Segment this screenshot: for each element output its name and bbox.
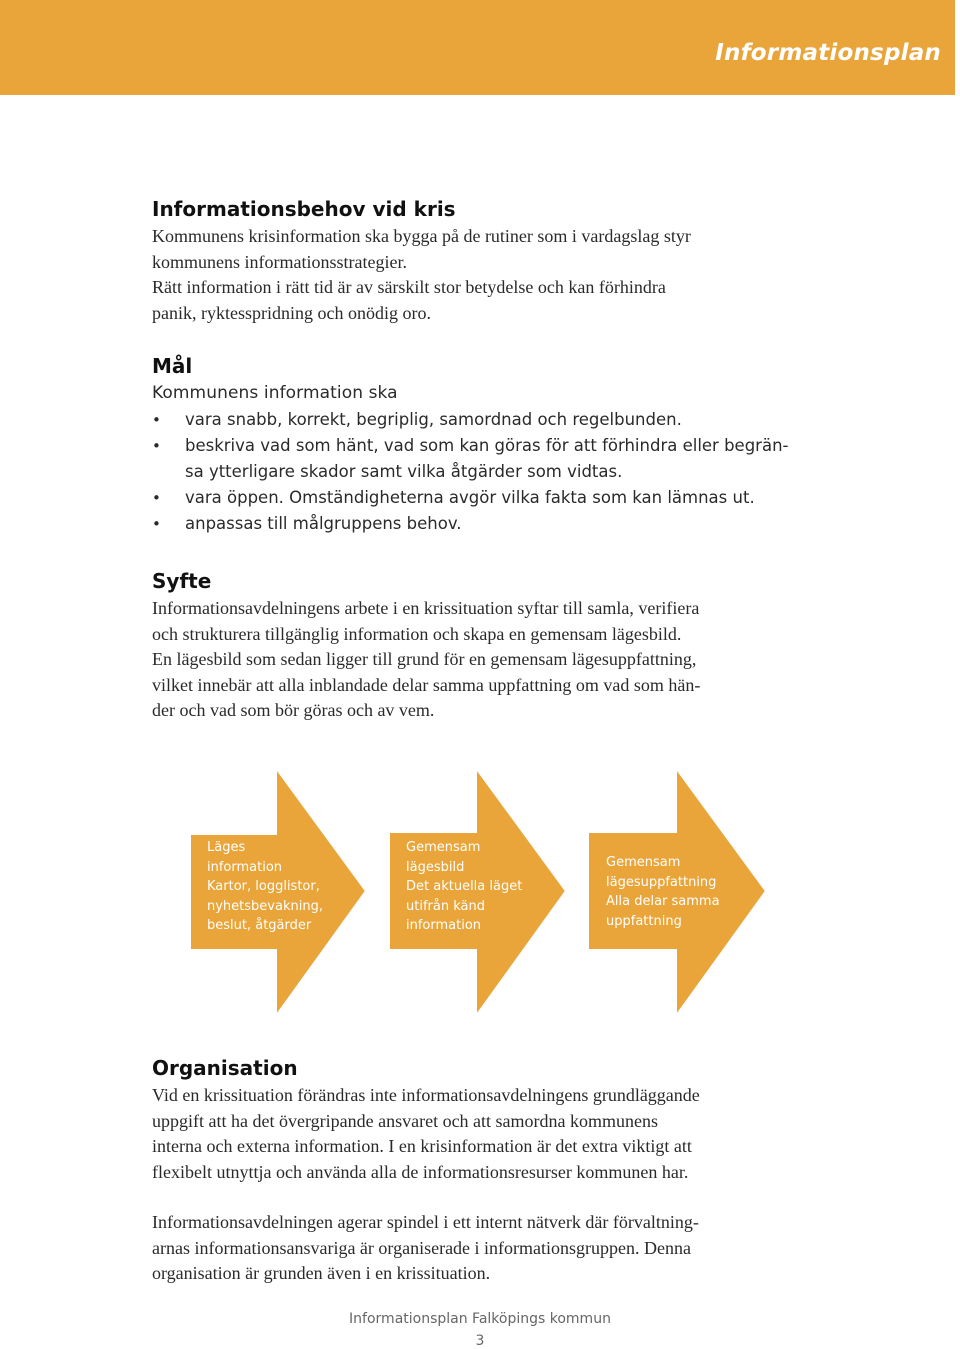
text-line: Informationsavdelningens arbete i en krissituation syftar till samla, verifiera	[152, 598, 700, 618]
heading-organisation: Organisation	[152, 1056, 298, 1080]
heading-mal: Mål	[152, 354, 193, 378]
text-line: organisation är grunden även i en krissituation.	[152, 1263, 491, 1283]
text-line: och strukturera tillgänglig information och skapa en gemensam lägesbild.	[152, 623, 682, 644]
text-line: flexibelt utnyttja och använda alla de informationsresurser kommunen har.	[152, 1161, 689, 1182]
list-item: • vara snabb, korrekt, begriplig, samordnad och regelbunden.	[152, 407, 788, 433]
footer-text: Informationsplan Falköpings kommun	[349, 1311, 611, 1327]
header-title: Informationsplan	[715, 40, 941, 66]
text-line: arnas informationsansvariga är organiserade i informationsgruppen. Denna	[152, 1237, 691, 1258]
mal-intro: Kommunens information ska	[152, 383, 398, 403]
list-item: • beskriva vad som hänt, vad som kan göras för att förhindra eller begrän- sa ytterligare skador samt vilka åtgärder som vidtas.	[152, 433, 788, 485]
bullet-icon: •	[152, 489, 161, 507]
text-line: Kommunens krisinformation ska bygga på de rutiner som i vardagslag styr	[152, 226, 691, 246]
text-line: uppgift att ha det övergripande ansvaret och att samordna kommunens	[152, 1110, 659, 1131]
text-line: panik, ryktesspridning och onödig oro.	[152, 302, 431, 323]
text-line: Vid en krissituation förändras inte informationsavdelningens grundläggande	[152, 1085, 700, 1105]
arrow-label-lagesinformation: Läges information Kartor, logglistor, nyhetsbevakning, beslut, åtgärder	[207, 840, 323, 933]
text-line: En lägesbild som sedan ligger till grund för en gemensam lägesuppfattning,	[152, 649, 697, 669]
text-line: der och vad som bör göras och av vem.	[152, 700, 435, 720]
bullet-icon: •	[152, 515, 161, 533]
text-line: kommunens informationsstrategier.	[152, 251, 407, 272]
heading-syfte: Syfte	[152, 569, 212, 593]
arrow-label-gemensam-lagesbild: Gemensam lägesbild Det aktuella läget utifrån känd information	[406, 840, 523, 933]
text-line: interna och externa information. I en krisinformation är det extra viktigt att	[152, 1136, 692, 1156]
text-line: Informationsavdelningen agerar spindel i ett internt nätverk där förvaltning-	[152, 1212, 699, 1232]
arrow-label-gemensam-lagesuppfattning: Gemensam lägesuppfattning Alla delar samma uppfattning	[606, 855, 720, 929]
heading-informationsbehov: Informationsbehov vid kris	[152, 197, 456, 221]
bullet-icon: •	[152, 411, 161, 429]
text-line: Rätt information i rätt tid är av särskilt stor betydelse och kan förhindra	[152, 277, 666, 297]
list-item: • anpassas till målgruppens behov.	[152, 511, 788, 537]
list-item: • vara öppen. Omständigheterna avgör vilka fakta som kan lämnas ut.	[152, 485, 788, 511]
page-number: 3	[475, 1333, 485, 1349]
text-line: vilket innebär att alla inblandade delar samma uppfattning om vad som hän-	[152, 674, 701, 695]
bullet-icon: •	[152, 437, 161, 455]
